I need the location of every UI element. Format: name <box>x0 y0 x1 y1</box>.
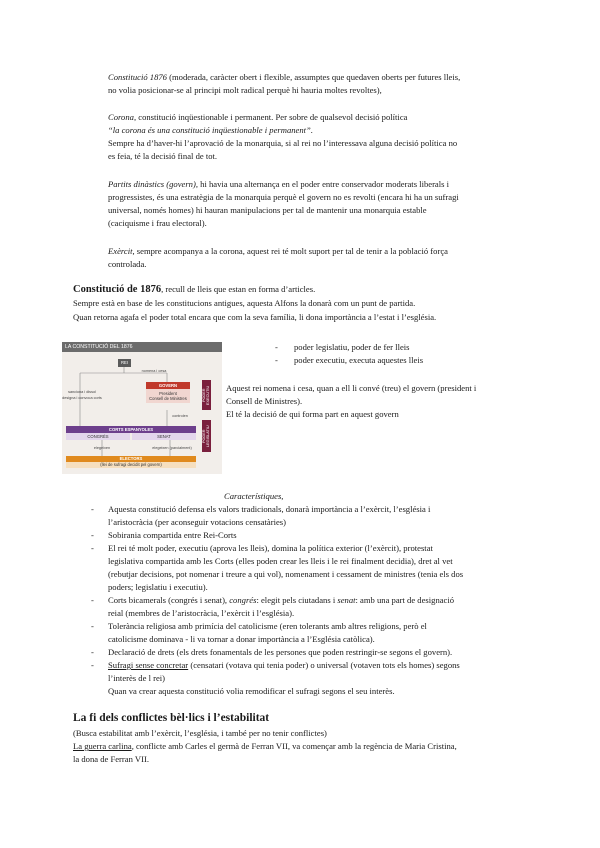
diagram-electors-sub: (llei de sufragi decidit pel govern) <box>66 462 196 468</box>
diagram-connectors <box>62 342 222 474</box>
poders-note-3: El té la decisió de qui forma part en aquest govern <box>226 409 399 419</box>
partits-line-3: universal, només homes) hi hauran manipulacions per tal de mantenir una monarquia estable <box>108 205 427 215</box>
partits-line-1 <box>108 178 449 190</box>
caract-b1-line-2: l’aristocràcia (per aconseguir votacions censatàries) <box>108 517 286 527</box>
fi-line-1: (Busca estabilitat amb l’exèrcit, l’església, i també per no tenir conflictes) <box>73 728 327 738</box>
caract-b4-congres: congrés <box>229 595 257 605</box>
corona-line-1 <box>108 111 407 123</box>
exercit-text-1: , sempre acompanya a la corona, aquest rei té molt suport per tal de tenir a la població força <box>132 246 448 256</box>
caract-b4-line-2: reial (membres de l’aristocràcia, l’exèrcit i l’església). <box>108 608 295 618</box>
caract-b4-line-1 <box>108 594 454 606</box>
caract-b4-a: Corts bicamerals (congrés i senat), <box>108 595 230 605</box>
caract-title-line <box>224 490 283 502</box>
diagram-rei-box: REI <box>118 359 131 367</box>
poder-legislatiu-item: poder legislatiu, poder de fer lleis <box>294 342 410 352</box>
c1876-lead: Constitució de 1876 <box>73 284 162 295</box>
diagram-govern-detail <box>146 389 190 403</box>
caract-title: Característiques <box>224 491 282 501</box>
caract-dash-4: - <box>91 595 94 605</box>
caract-b3-line-4: poders; legislatiu i executiu). <box>108 582 208 592</box>
poders-dash-2: - <box>275 355 278 365</box>
caract-b3-line-2: legislativa compartida amb les Corts (elles poden crear les lleis i le rei finalment decidia), dret al vet <box>108 556 453 566</box>
fi-line-3: la dona de Ferran VII. <box>73 754 149 764</box>
caract-b4-c: : elegit pels ciutadans i <box>256 595 338 605</box>
caract-dash-7: - <box>91 660 94 670</box>
exercit-line-1 <box>108 245 448 257</box>
c1876-line-3: Quan retorna agafa el poder total encara que com la seva família, li dona importància a l’estat i l’església. <box>73 312 437 322</box>
caract-b5-line-1: Tolerància religiosa amb primícia del catolicisme (eren tolerants amb altres religions, però el <box>108 621 427 631</box>
constitucio-lead: Constitució 1876 <box>108 72 167 82</box>
constitution-diagram <box>62 342 222 474</box>
diagram-president: President <box>159 391 177 396</box>
diagram-poder-executiu: PODER EXECUTIU <box>202 380 211 410</box>
constitucio-line-1 <box>108 71 460 83</box>
partits-text-1: , hi havia una alternança en el poder entre conservador moderats liberals i <box>195 179 450 189</box>
exercit-line-2: controlada. <box>108 259 147 269</box>
diagram-title: LA CONSTITUCIÓ DEL 1876 <box>62 342 222 352</box>
caract-dash-3: - <box>91 543 94 553</box>
diagram-corts-box: CORTS ESPANYOLES <box>66 426 196 433</box>
fi-guerra-carlina: La guerra carlina <box>73 741 132 751</box>
corona-text-1: , constitució inqüestionable i permanent. Per sobre de qualsevol decisió política <box>133 112 408 122</box>
constitucio-text-1: (moderada, caràcter obert i flexible, assumptes que quedaven oberts per futures lleis, <box>166 72 461 82</box>
c1876-line-2: Sempre està en base de les constitucions antigues, aquesta Alfons la donarà com un punt de partida. <box>73 298 416 308</box>
caract-b5-line-2: catolicisme dominava - li va tornar a donar importància a l’Església catòlica). <box>108 634 375 644</box>
c1876-line-1 <box>73 283 315 296</box>
caract-b4-e: : amb una part de designació <box>355 595 455 605</box>
corona-line-3: Sempre ha d’haver-hi l’aprovació de la monarquia, si al rei no l’interessava alguna decisió política no <box>108 138 458 148</box>
caract-b7-b: (censatari (votava qui tenia poder) o universal (votaven tots els homes) segons <box>188 660 460 670</box>
diagram-sanciona-2: designa i convoca corts <box>62 396 102 400</box>
poders-note-1: Aquest rei nomena i cesa, quan a ell li convé (treu) el govern (president i <box>226 383 477 393</box>
caract-b3-line-1: El rei té molt poder, executiu (aprova les lleis), domina la política exterior (l’exèrcit), protestat <box>108 543 433 553</box>
caract-dash-2: - <box>91 530 94 540</box>
constitucio-line-2: no volia posicionar-se al principi molt radical perquè hi hauria moltes revoltes), <box>108 85 382 95</box>
diagram-senat-box: SENAT <box>132 433 196 440</box>
caract-b7-sufragi: Sufragi sense concretar <box>108 660 189 670</box>
diagram-sanciona: sanciona i dissol <box>68 390 96 394</box>
corona-quote: “la corona és una constitució inqüestionable i permanent”. <box>108 125 313 135</box>
diagram-nomena: nomena i cesa <box>141 369 167 373</box>
caract-b1-line-1: Aquesta constitució defensa els valors tradicionals, donarà importància a l’exèrcit, l’església i <box>108 504 431 514</box>
corona-line-4: es feia, té la decisió final de tot. <box>108 151 218 161</box>
poders-dash-1: - <box>275 342 278 352</box>
poder-executiu-item: poder executiu, executa aquestes lleis <box>294 355 424 365</box>
partits-line-4: (caciquisme i frau electoral). <box>108 218 207 228</box>
diagram-elegeixen-1: elegeixen <box>93 446 111 450</box>
caract-dash-1: - <box>91 504 94 514</box>
fi-line-2 <box>73 740 457 752</box>
caract-b2: Sobirania compartida entre Rei-Corts <box>108 530 237 540</box>
caract-dash-5: - <box>91 621 94 631</box>
poders-note-2: Consell de Ministres). <box>226 396 303 406</box>
diagram-govern-box: GOVERN <box>146 382 190 389</box>
caract-b6: Declaració de drets (els drets fonamentals de les persones que poden restringir-se segons el govern). <box>108 647 453 657</box>
diagram-elegeixen-2: elegeixen (parcialment) <box>152 446 192 450</box>
corona-lead: Corona <box>108 112 134 122</box>
diagram-controlen: controlen <box>172 414 188 418</box>
c1876-text-1: , recull de lleis que estan en forma d’articles. <box>161 284 316 294</box>
caract-title-comma: , <box>281 491 284 501</box>
caract-b7-line-1 <box>108 659 460 671</box>
partits-lead: Partits dinàstics (govern) <box>108 179 196 189</box>
diagram-consell: Consell de Ministres <box>149 396 187 401</box>
caract-b7-line-2: l’interès de l rei) <box>108 673 166 683</box>
caract-b3-line-3: (rebutjar decisions, pot nomenar i treure a qui vol), nomenament i cessament de ministres (tenia els dos <box>108 569 464 579</box>
caract-b4-senat: senat <box>337 595 356 605</box>
exercit-lead: Exèrcit <box>108 246 133 256</box>
caract-dash-6: - <box>91 647 94 657</box>
diagram-poder-legislatiu: PODER LEGISLATIU <box>202 420 211 452</box>
partits-line-2: progressistes, és una estratègia de la monarquia perquè el govern no es revolti (encara hi ha un sufragi <box>108 192 459 202</box>
fi-line-2-text: , conflicte amb Carles el germà de Ferran VII, va començar amb la regència de Maria Cristina, <box>131 741 457 751</box>
fi-heading: La fi dels conflictes bèl·lics i l’estabilitat <box>73 712 270 724</box>
diagram-electors-box: ELECTORS <box>66 456 196 462</box>
diagram-congres-box: CONGRÉS <box>66 433 130 440</box>
caract-b7-line-3: Quan va crear aquesta constitució volia remodificar el sufragi segons el seu interès. <box>108 686 395 696</box>
